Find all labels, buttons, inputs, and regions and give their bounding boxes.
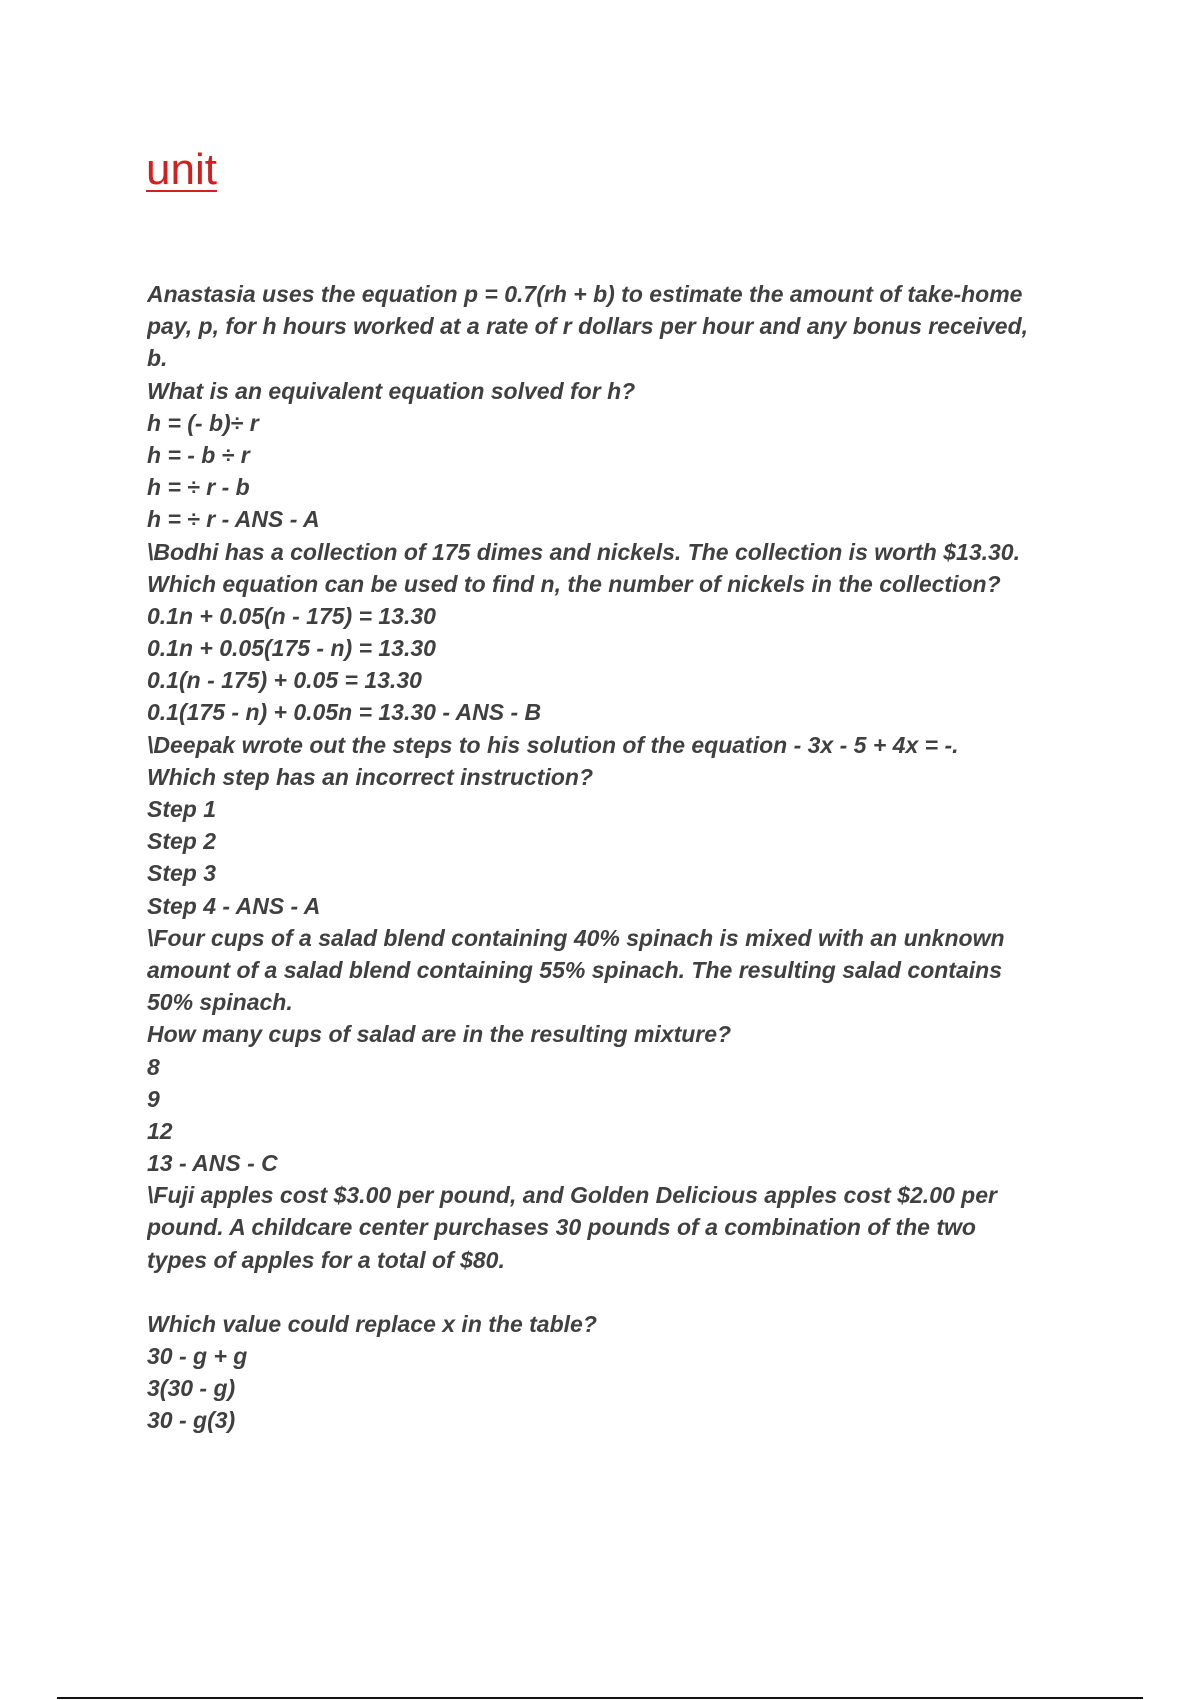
text-line: pay, p, for h hours worked at a rate of r dollars per hour and any bonus received,: [147, 313, 1029, 340]
question-line: Which value could replace x in the table?: [147, 1310, 597, 1337]
text-line: \Four cups of a salad blend containing 40% spinach is mixed with an unknown: [147, 924, 1005, 951]
text-line: b.: [147, 345, 168, 372]
answer-option-with-key: 0.1(175 - n) + 0.05n = 13.30 - ANS - B: [147, 699, 542, 726]
answer-option: Step 1: [147, 796, 217, 822]
document-title: unit: [146, 145, 217, 194]
text-line: \Deepak wrote out the steps to his solution of the equation - 3x - 5 + 4x = -.: [147, 731, 959, 758]
answer-option: 0.1n + 0.05(n - 175) = 13.30: [147, 602, 436, 629]
text-line: \Fuji apples cost $3.00 per pound, and Golden Delicious apples cost $2.00 per: [147, 1182, 997, 1209]
text-line: pound. A childcare center purchases 30 pounds of a combination of the two: [147, 1214, 976, 1241]
answer-option-with-key: Step 4 - ANS - A: [147, 892, 321, 919]
text-line: amount of a salad blend containing 55% spinach. The resulting salad contains: [147, 956, 1002, 983]
question-line: What is an equivalent equation solved for h?: [147, 377, 636, 404]
answer-option: Step 3: [147, 860, 217, 887]
answer-option: h = (- b)÷ r: [147, 409, 259, 436]
answer-option: 0.1(n - 175) + 0.05 = 13.30: [147, 667, 422, 694]
text-line: Anastasia uses the equation p = 0.7(rh + b) to estimate the amount of take-home: [147, 281, 1023, 307]
answer-option: 12: [147, 1117, 173, 1144]
answer-option: h = ÷ r - b: [147, 474, 250, 501]
answer-option-with-key: 13 - ANS - C: [147, 1150, 278, 1177]
answer-option: 30 - g(3): [147, 1407, 236, 1434]
answer-option: 30 - g + g: [147, 1343, 248, 1369]
text-line: \Bodhi has a collection of 175 dimes and nickels. The collection is worth $13.30.: [147, 538, 1020, 565]
answer-option: 8: [147, 1053, 160, 1080]
answer-option: 0.1n + 0.05(175 - n) = 13.30: [147, 635, 436, 662]
answer-option: 3(30 - g): [147, 1375, 236, 1402]
answer-option: h = - b ÷ r: [147, 441, 250, 468]
text-line: types of apples for a total of $80.: [147, 1246, 505, 1273]
question-line: How many cups of salad are in the resulting mixture?: [147, 1021, 732, 1048]
answer-option-with-key: h = ÷ r - ANS - A: [147, 506, 320, 533]
blank-line: [147, 1276, 1087, 1308]
text-line: 50% spinach.: [147, 989, 293, 1016]
answer-option: 9: [147, 1085, 160, 1112]
question-line: Which step has an incorrect instruction?: [147, 763, 594, 790]
answer-option: Step 2: [147, 828, 217, 855]
footer-divider: [57, 1697, 1143, 1699]
question-line: Which equation can be used to find n, the number of nickels in the collection?: [147, 570, 1001, 597]
document-body: [147, 278, 1087, 1437]
